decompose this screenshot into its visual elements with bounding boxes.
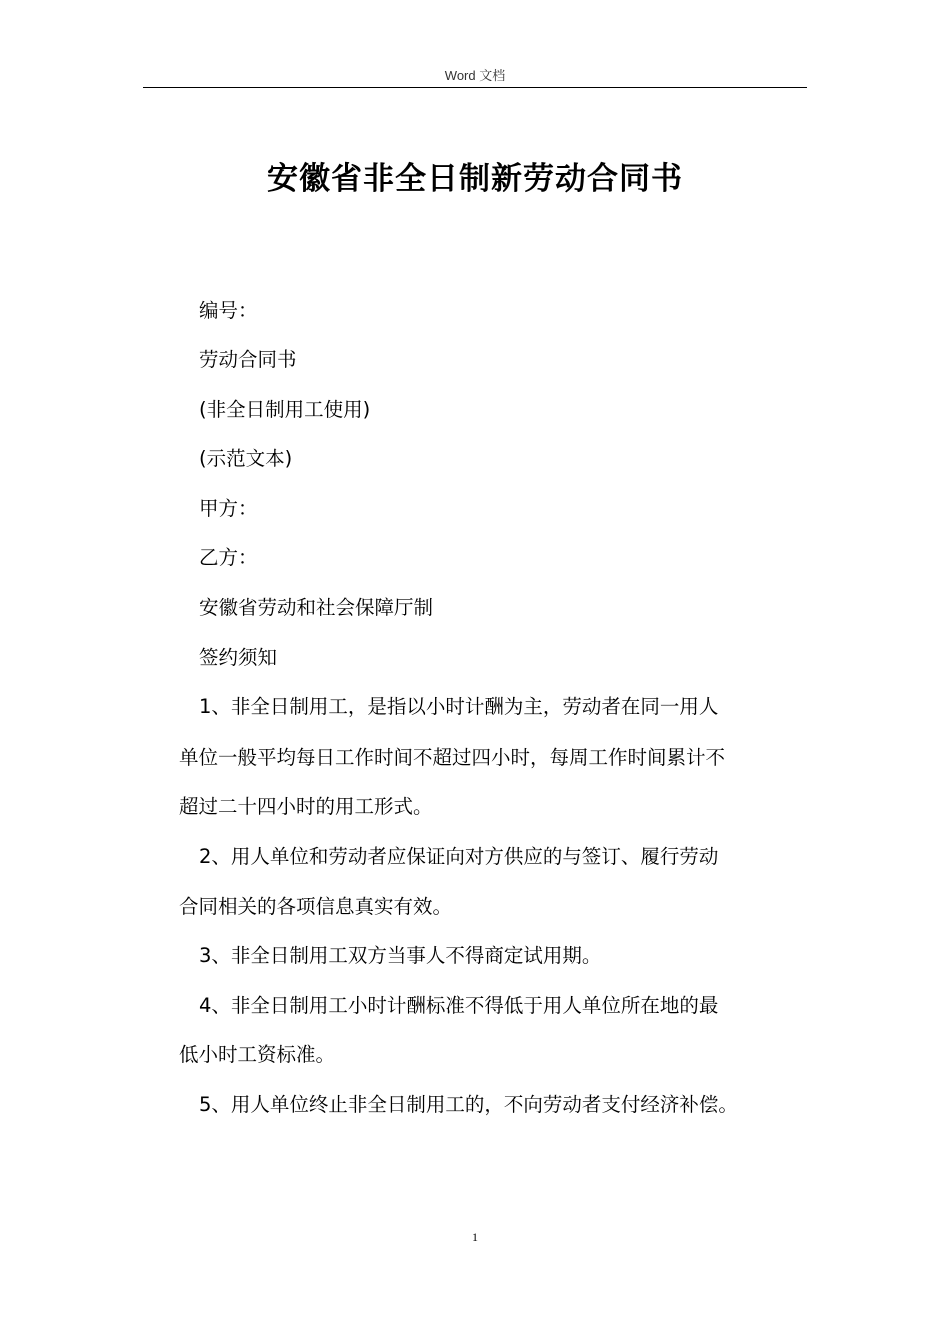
contract-heading: 劳动合同书 bbox=[199, 348, 297, 371]
notice-item-2-line-1: 2、用人单位和劳动者应保证向对方供应的与签订、履行劳动 bbox=[199, 845, 719, 868]
header-divider bbox=[143, 87, 807, 88]
notice-item-4-line-1: 4、非全日制用工小时计酬标准不得低于用人单位所在地的最 bbox=[199, 994, 719, 1017]
notice-item-1-line-1: 1、非全日制用工，是指以小时计酬为主，劳动者在同一用人 bbox=[199, 695, 719, 718]
signing-notice-heading: 签约须知 bbox=[199, 646, 278, 669]
notice-item-3: 3、非全日制用工双方当事人不得商定试用期。 bbox=[199, 944, 602, 967]
notice-item-4-line-2: 低小时工资标准。 bbox=[179, 1043, 336, 1066]
issuer-line: 安徽省劳动和社会保障厅制 bbox=[199, 596, 434, 619]
contract-number-label: 编号： bbox=[199, 299, 258, 322]
party-a-label: 甲方： bbox=[199, 497, 258, 520]
party-b-label: 乙方： bbox=[199, 546, 258, 569]
contract-sample-note: (示范文本) bbox=[199, 447, 293, 470]
notice-item-1-line-3: 超过二十四小时的用工形式。 bbox=[179, 795, 433, 818]
page-header-label: Word 文档 bbox=[444, 68, 506, 83]
contract-usage-note: (非全日制用工使用) bbox=[199, 398, 371, 421]
notice-item-5: 5、用人单位终止非全日制用工的，不向劳动者支付经济补偿。 bbox=[199, 1093, 738, 1116]
notice-item-2-line-2: 合同相关的各项信息真实有效。 bbox=[179, 895, 453, 918]
page-number: 1 bbox=[472, 1230, 478, 1244]
document-title: 安徽省非全日制新劳动合同书 bbox=[267, 161, 683, 197]
notice-item-1-line-2: 单位一般平均每日工作时间不超过四小时，每周工作时间累计不 bbox=[179, 746, 726, 769]
